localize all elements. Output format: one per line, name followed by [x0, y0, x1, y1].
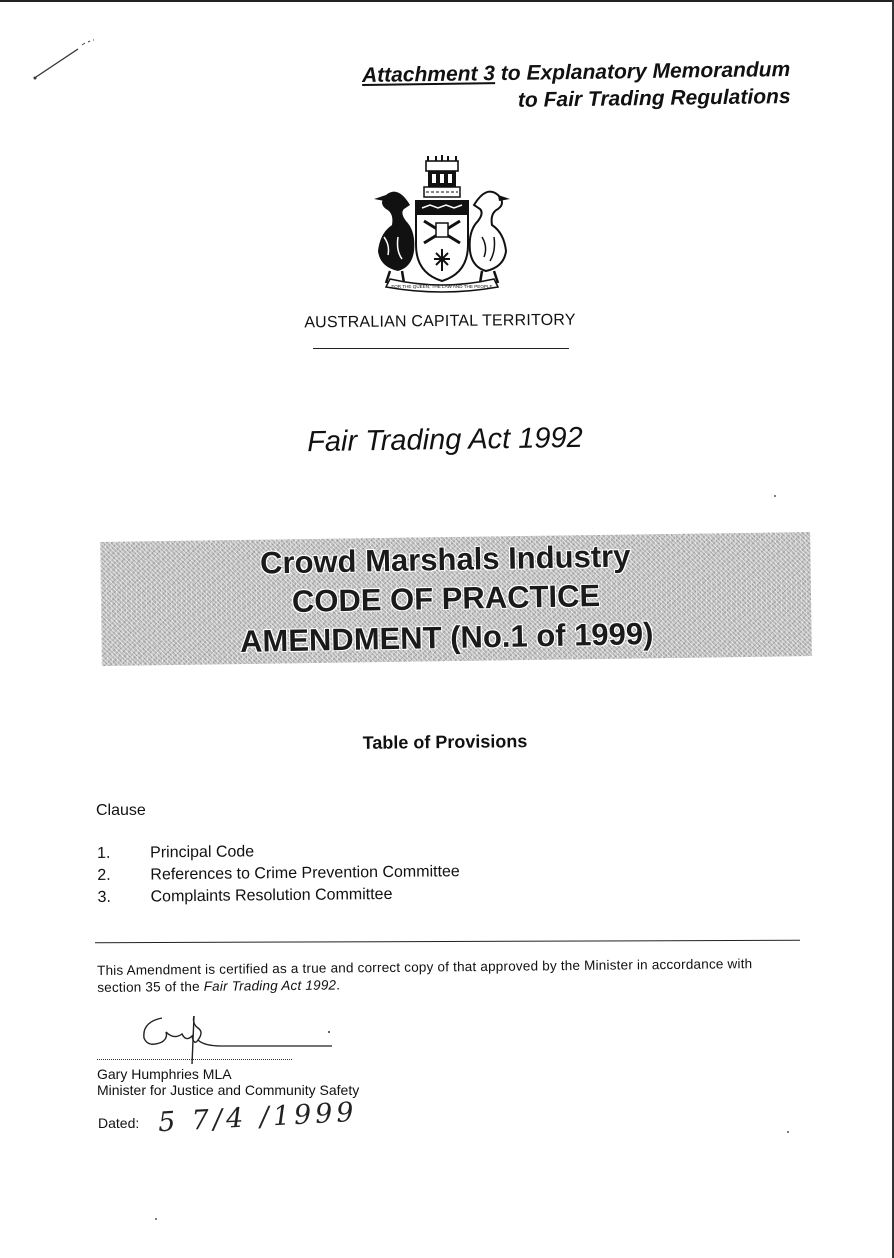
banner-line-3: AMENDMENT (No.1 of 1999): [239, 616, 654, 659]
provision-number: 2.: [97, 866, 111, 884]
attachment-heading-line2: to Fair Trading Regulations: [517, 84, 791, 112]
coat-of-arms-icon: [370, 155, 515, 295]
scan-speck: [774, 495, 776, 497]
signatory-name: Gary Humphries MLA: [97, 1066, 232, 1082]
provisions-list: [97, 838, 598, 909]
scan-edge-top: [0, 0, 894, 2]
section-divider: [95, 940, 800, 943]
provision-label: Complaints Resolution Committee: [150, 885, 393, 906]
signatory-block: [97, 1066, 359, 1098]
toc-heading: Table of Provisions: [362, 731, 528, 753]
provision-number: 1.: [97, 844, 111, 862]
banner-line-2: CODE OF PRACTICE: [291, 578, 601, 619]
provision-number: 3.: [97, 888, 112, 906]
signatory-role: Minister for Justice and Community Safety: [97, 1082, 360, 1098]
crest-motto-text: FOR THE QUEEN, THE LAW AND THE PEOPLE: [391, 284, 493, 289]
stray-pen-mark: [30, 35, 100, 85]
act-title: Fair Trading Act 1992: [306, 421, 584, 459]
list-item: [97, 882, 597, 909]
banner-line-1: Crowd Marshals Industry: [259, 538, 631, 581]
certification-act-name: Fair Trading Act 1992: [203, 977, 337, 994]
provision-label: References to Crime Prevention Committee: [150, 863, 460, 884]
territory-name: AUSTRALIAN CAPITAL TERRITORY: [304, 311, 576, 332]
scan-speck: [155, 1218, 157, 1220]
certification-end: .: [336, 977, 341, 993]
handwritten-signature: [132, 1012, 342, 1072]
territory-underline: [313, 348, 569, 349]
certification-text: This Amendment is certified as a true and correct copy of that approved by the Minister in accordance with section 35 of the: [97, 956, 753, 995]
attachment-number: Attachment 3: [361, 62, 496, 87]
clause-label: Clause: [96, 802, 146, 819]
dated-label: Dated:: [98, 1115, 140, 1131]
title-banner-text: [100, 533, 792, 663]
dated-handwritten-value: 5 7/4 /1999: [157, 1096, 359, 1139]
scan-speck: [787, 1131, 789, 1133]
attachment-heading-rest: to Explanatory Memorandum: [494, 57, 791, 86]
certification-statement: [97, 955, 797, 996]
provision-label: Principal Code: [150, 843, 255, 862]
attachment-header: [290, 56, 791, 117]
signature-line: [97, 1059, 292, 1060]
